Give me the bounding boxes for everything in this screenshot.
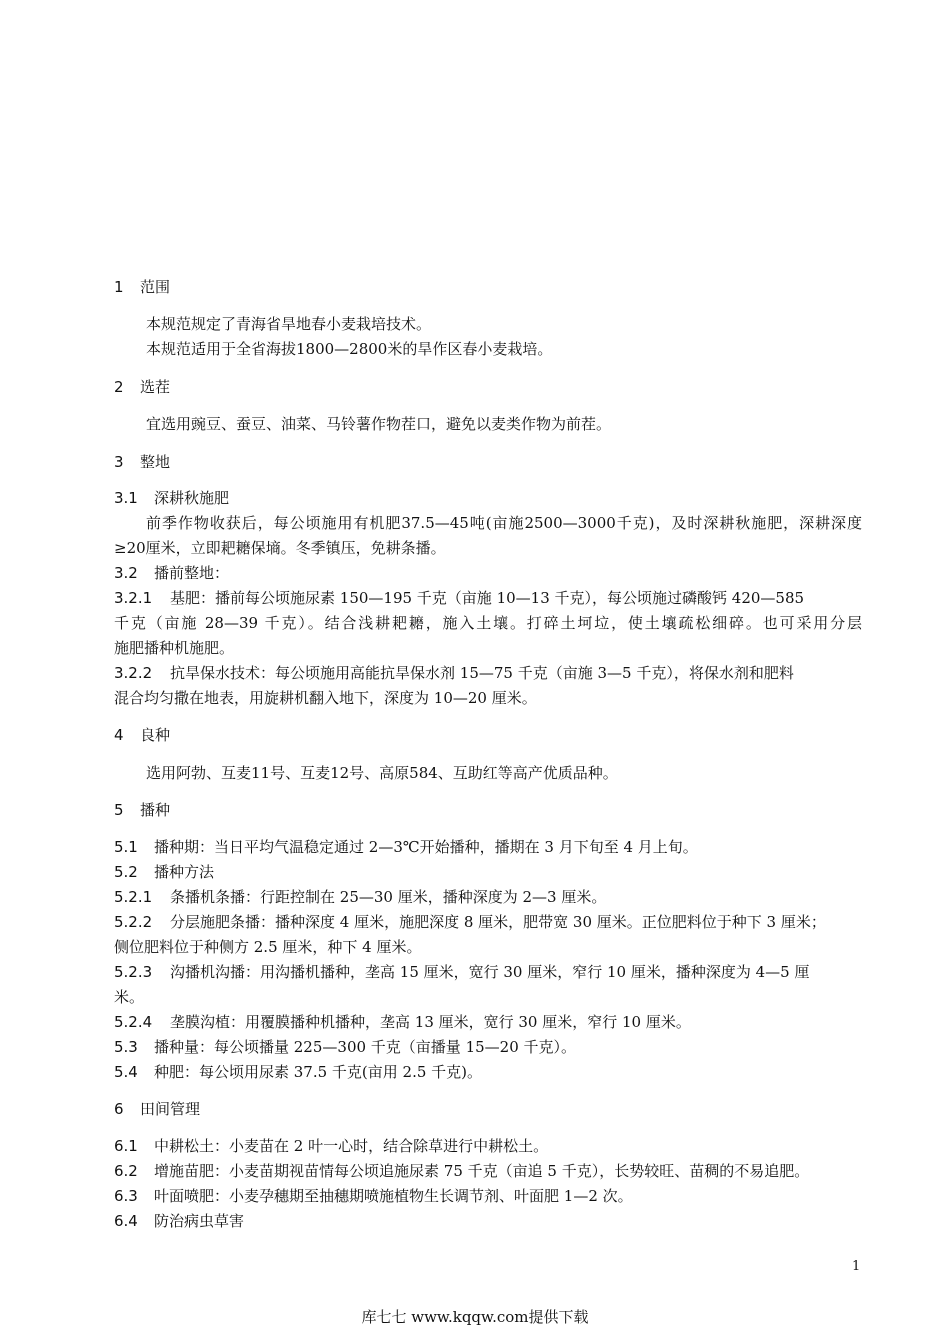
footer-text: 库七七 www.kqqw.com提供下载	[361, 1308, 589, 1326]
section-heading-3	[114, 452, 862, 472]
clause-text: 分层施肥条播：播种深度 4 厘米，施肥深度 8 厘米，肥带宽 30 厘米。正位肥料位于种下 3 厘米；	[170, 913, 826, 931]
clause-number: 5.1	[114, 838, 138, 856]
section-number: 5	[114, 801, 124, 819]
section-number: 6	[114, 1100, 124, 1118]
subsection-heading	[114, 488, 862, 508]
clause	[114, 1037, 862, 1057]
clause-number: 6.2	[114, 1162, 138, 1180]
clause	[114, 837, 862, 857]
paragraph-line: 米。	[114, 988, 145, 1006]
clause-text: 沟播机沟播：用沟播机播种，垄高 15 厘米，宽行 30 厘米，窄行 10 厘米，播种深度为 4—5 厘	[170, 963, 810, 981]
clause	[114, 588, 862, 608]
clause	[114, 1012, 862, 1032]
section-title: 播种方法	[154, 863, 215, 881]
clause-number: 6.1	[114, 1137, 138, 1155]
paragraph: 选用阿勃、互麦11号、互麦12号、高原584、互助红等高产优质品种。	[146, 764, 618, 782]
clause-text: 垄膜沟植：用覆膜播种机播种，垄高 13 厘米，宽行 30 厘米，窄行 10 厘米。	[170, 1013, 691, 1031]
section-title: 整地	[140, 453, 171, 471]
clause-text: 播种期：当日平均气温稳定通过 2—3℃开始播种，播期在 3 月下旬至 4 月上旬。	[154, 838, 698, 856]
clause-text: 播种量：每公顷播量 225—300 千克（亩播量 15—20 千克）。	[154, 1038, 577, 1056]
clause	[114, 912, 862, 932]
section-heading-1	[114, 277, 862, 297]
clause-text: 防治病虫草害	[154, 1212, 245, 1230]
section-heading-2	[114, 377, 862, 397]
clause-number: 5.3	[114, 1038, 138, 1056]
section-title: 播种	[140, 801, 171, 819]
clause-text: 中耕松土：小麦苗在 2 叶一心时，结合除草进行中耕松土。	[154, 1137, 549, 1155]
clause-number: 3.2.1	[114, 589, 153, 607]
section-title: 播前整地：	[154, 564, 230, 582]
clause-number: 6.3	[114, 1187, 138, 1205]
paragraph-line: ≥20厘米，立即耙耱保墒。冬季镇压，免耕条播。	[114, 539, 446, 557]
clause-number: 5.2.2	[114, 913, 153, 931]
paragraph-line: 千克（亩施 28—39 千克）。结合浅耕耙耱，施入土壤。打碎土坷垃，使土壤疏松细碎。也可采用分层	[114, 614, 862, 632]
paragraph: 本规范适用于全省海拔1800—2800米的旱作区春小麦栽培。	[146, 340, 553, 358]
section-number: 1	[114, 278, 124, 296]
clause-text: 抗旱保水技术：每公顷施用高能抗旱保水剂 15—75 千克（亩施 3—5 千克），将保水剂和肥料	[170, 664, 794, 682]
paragraph-line: 混合均匀撒在地表，用旋耕机翻入地下，深度为 10—20 厘米。	[114, 689, 537, 707]
clause	[114, 1161, 862, 1181]
clause-number: 6.4	[114, 1212, 138, 1230]
section-number: 3.2	[114, 564, 138, 582]
section-number: 3	[114, 453, 124, 471]
section-title: 田间管理	[140, 1100, 201, 1118]
clause-text: 种肥：每公顷用尿素 37.5 千克(亩用 2.5 千克)。	[154, 1063, 483, 1081]
section-number: 3.1	[114, 489, 138, 507]
clause-number: 5.2.3	[114, 963, 153, 981]
clause-text: 叶面喷肥：小麦孕穗期至抽穗期喷施植物生长调节剂、叶面肥 1—2 次。	[154, 1187, 633, 1205]
paragraph: 宜选用豌豆、蚕豆、油菜、马铃薯作物茬口，避免以麦类作物为前茬。	[146, 415, 612, 433]
section-title: 深耕秋施肥	[154, 489, 230, 507]
section-heading-6	[114, 1099, 862, 1119]
section-number: 2	[114, 378, 124, 396]
clause-number: 5.4	[114, 1063, 138, 1081]
subsection-heading	[114, 563, 862, 583]
paragraph-line: 施肥播种机施肥。	[114, 639, 235, 657]
clause	[114, 1186, 862, 1206]
subsection-heading	[114, 862, 862, 882]
section-title: 选茬	[140, 378, 171, 396]
section-heading-4	[114, 725, 862, 745]
paragraph: 本规范规定了青海省旱地春小麦栽培技术。	[146, 315, 432, 333]
clause-number: 5.2.4	[114, 1013, 153, 1031]
clause-text: 增施苗肥：小麦苗期视苗情每公顷追施尿素 75 千克（亩追 5 千克），长势较旺、苗稠的不易追肥。	[154, 1162, 810, 1180]
page-number: 1	[852, 1259, 861, 1274]
clause-number: 3.2.2	[114, 664, 153, 682]
paragraph-line: 前季作物收获后，每公顷施用有机肥37.5—45吨(亩施2500—3000千克)，及时深耕秋施肥，深耕深度	[146, 514, 862, 532]
section-title: 良种	[140, 726, 171, 744]
section-number: 5.2	[114, 863, 138, 881]
clause	[114, 1062, 862, 1082]
paragraph-line: 侧位肥料位于种侧方 2.5 厘米，种下 4 厘米。	[114, 938, 422, 956]
clause-number: 5.2.1	[114, 888, 153, 906]
section-heading-5	[114, 800, 862, 820]
clause	[114, 887, 862, 907]
section-number: 4	[114, 726, 124, 744]
clause	[114, 1211, 862, 1231]
clause-text: 条播机条播：行距控制在 25—30 厘米，播种深度为 2—3 厘米。	[170, 888, 607, 906]
clause	[114, 1136, 862, 1156]
clause	[114, 962, 862, 982]
section-title: 范围	[140, 278, 171, 296]
clause	[114, 663, 862, 683]
clause-text: 基肥：播前每公顷施尿素 150—195 千克（亩施 10—13 千克），每公顷施过磷酸钙 420—585	[170, 589, 805, 607]
